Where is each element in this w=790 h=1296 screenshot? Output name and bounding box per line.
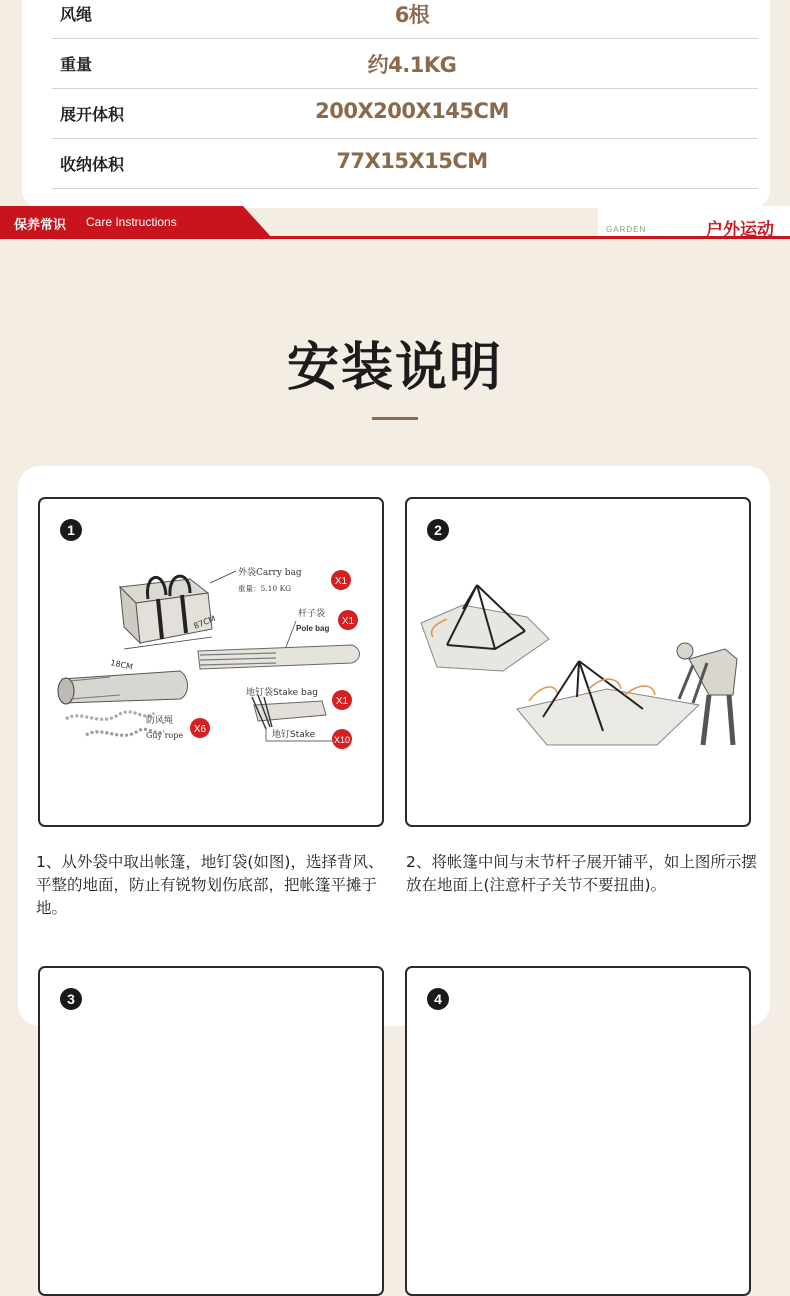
qty-badge xyxy=(338,610,358,630)
guy-rope-label: 防风绳 xyxy=(146,716,174,726)
step-number-badge: 2 xyxy=(427,519,449,541)
spec-table xyxy=(22,0,770,208)
page-title: 安装说明 xyxy=(286,338,503,398)
svg-text:X6: X6 xyxy=(193,724,207,735)
pole-bag-label: 杆子袋 xyxy=(298,609,326,619)
care-label-zh: 保养常识 xyxy=(14,218,67,233)
step-number-badge: 1 xyxy=(60,519,82,541)
care-instructions-bar xyxy=(0,206,790,240)
step-1-text: 1、从外袋中取出帐篷，地钉袋(如图)，选择背风、平整的地面，防止有锐物划伤底部，把帐篷平摊于地。 xyxy=(36,853,384,917)
dim-length-label: 87CM xyxy=(192,614,217,631)
spec-value: 约4.1KG xyxy=(367,53,457,77)
weight-label: 重量：5.10 KG xyxy=(238,584,292,593)
step-number-badge: 4 xyxy=(427,988,449,1010)
spec-value: 200X200X145CM xyxy=(315,99,509,123)
stake-bag-label: 地钉袋Stake bag xyxy=(246,688,318,698)
step-2-illustration xyxy=(407,499,749,825)
svg-text:X10: X10 xyxy=(333,735,351,745)
installation-steps xyxy=(18,466,770,1026)
dim-width-label: 18CM xyxy=(109,658,134,672)
spec-label: 收纳体积 xyxy=(60,155,125,174)
step-1-panel xyxy=(38,497,384,827)
step-2-text: 2、将帐篷中间与末节杆子展开铺平，如上图所示摆放在地面上(注意杆子关节不要扭曲)。 xyxy=(406,853,757,894)
spec-row-packed-size xyxy=(52,138,758,189)
qty-badge xyxy=(331,570,351,590)
spec-row-guy-rope xyxy=(52,0,758,39)
svg-text:X1: X1 xyxy=(335,696,349,707)
tent-roll-icon xyxy=(58,671,188,704)
spec-row-open-size xyxy=(52,88,758,139)
tent-frame-icon xyxy=(421,585,549,671)
spec-label: 重量 xyxy=(60,55,93,74)
step-4-panel xyxy=(405,966,751,1296)
qty-badge xyxy=(332,729,352,749)
qty-badge xyxy=(190,718,210,738)
step-2-panel xyxy=(405,497,751,827)
tent-spread-icon xyxy=(517,661,699,745)
spec-value: 77X15X15CM xyxy=(336,149,488,173)
step-1-illustration xyxy=(40,499,382,825)
svg-text:X1: X1 xyxy=(341,616,355,627)
pole-bag-label-en: Pole bag xyxy=(296,624,330,633)
pole-bag-icon xyxy=(198,645,360,669)
stake-label: 地钉Stake xyxy=(272,730,316,740)
spec-value: 6根 xyxy=(394,3,430,27)
care-label-en: Care Instructions xyxy=(86,215,177,229)
guy-rope-label-en: Guy rope xyxy=(146,731,184,740)
title-underline xyxy=(372,417,418,420)
step-3-panel xyxy=(38,966,384,1296)
person-icon xyxy=(677,643,737,745)
spec-label: 风绳 xyxy=(60,5,93,24)
spec-label: 展开体积 xyxy=(60,105,125,124)
brand-logo: 户外运动 xyxy=(706,220,774,237)
qty-badge xyxy=(332,690,352,710)
carry-bag-icon xyxy=(120,576,212,649)
svg-text:X1: X1 xyxy=(334,576,348,587)
stake-bag-icon xyxy=(252,695,326,729)
step-number-badge: 3 xyxy=(60,988,82,1010)
carry-bag-label: 外袋Carry bag xyxy=(238,568,302,578)
spec-row-weight xyxy=(52,38,758,89)
brand-small-text: GARDEN xyxy=(606,225,647,234)
